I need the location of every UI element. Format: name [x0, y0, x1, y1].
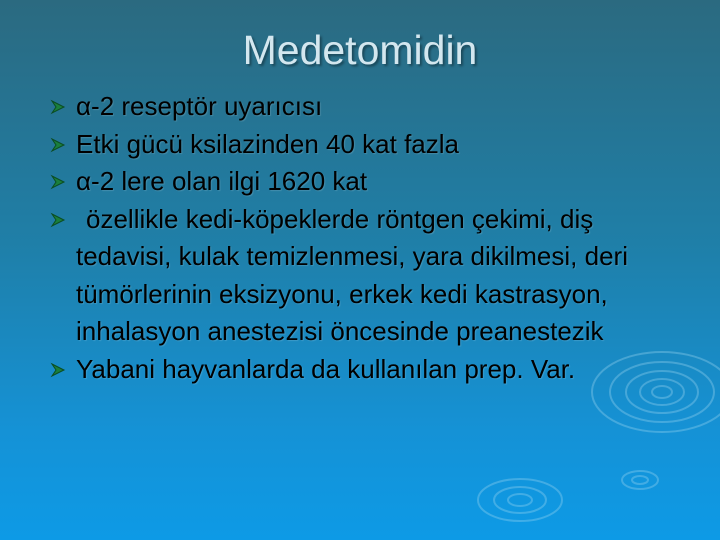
- bullet-list: [50, 88, 690, 388]
- bullet-item: [50, 351, 690, 389]
- bullet-item: [50, 201, 690, 351]
- slide-title: Medetomidin: [242, 27, 478, 73]
- bullet-item: [50, 163, 690, 201]
- bullet-text: özellikle kedi-köpeklerde röntgen çekimi, diş tedavisi, kulak temizlenmesi, yara dikilmesi, deri tümörlerinin eksizyonu, erkek kedi kastrasyon, inhalasyon anestezisi öncesinde preanestezik: [76, 203, 628, 346]
- bullet-text: α-2 lere olan ilgi 1620 kat: [76, 166, 368, 196]
- arrow-bullet-icon: [50, 362, 68, 378]
- bullet-item: [50, 126, 690, 164]
- arrow-bullet-icon: [50, 212, 68, 228]
- bullet-text: Etki gücü ksilazinden 40 kat fazla: [76, 128, 459, 159]
- bullet-text: Yabani hayvanlarda da kullanılan prep. Var.: [76, 353, 576, 384]
- arrow-bullet-icon: [50, 137, 68, 153]
- bullet-text: α-2 reseptör uyarıcısı: [76, 91, 323, 121]
- arrow-bullet-icon: [50, 174, 68, 190]
- bullet-item: [50, 88, 690, 126]
- arrow-bullet-icon: [50, 99, 68, 115]
